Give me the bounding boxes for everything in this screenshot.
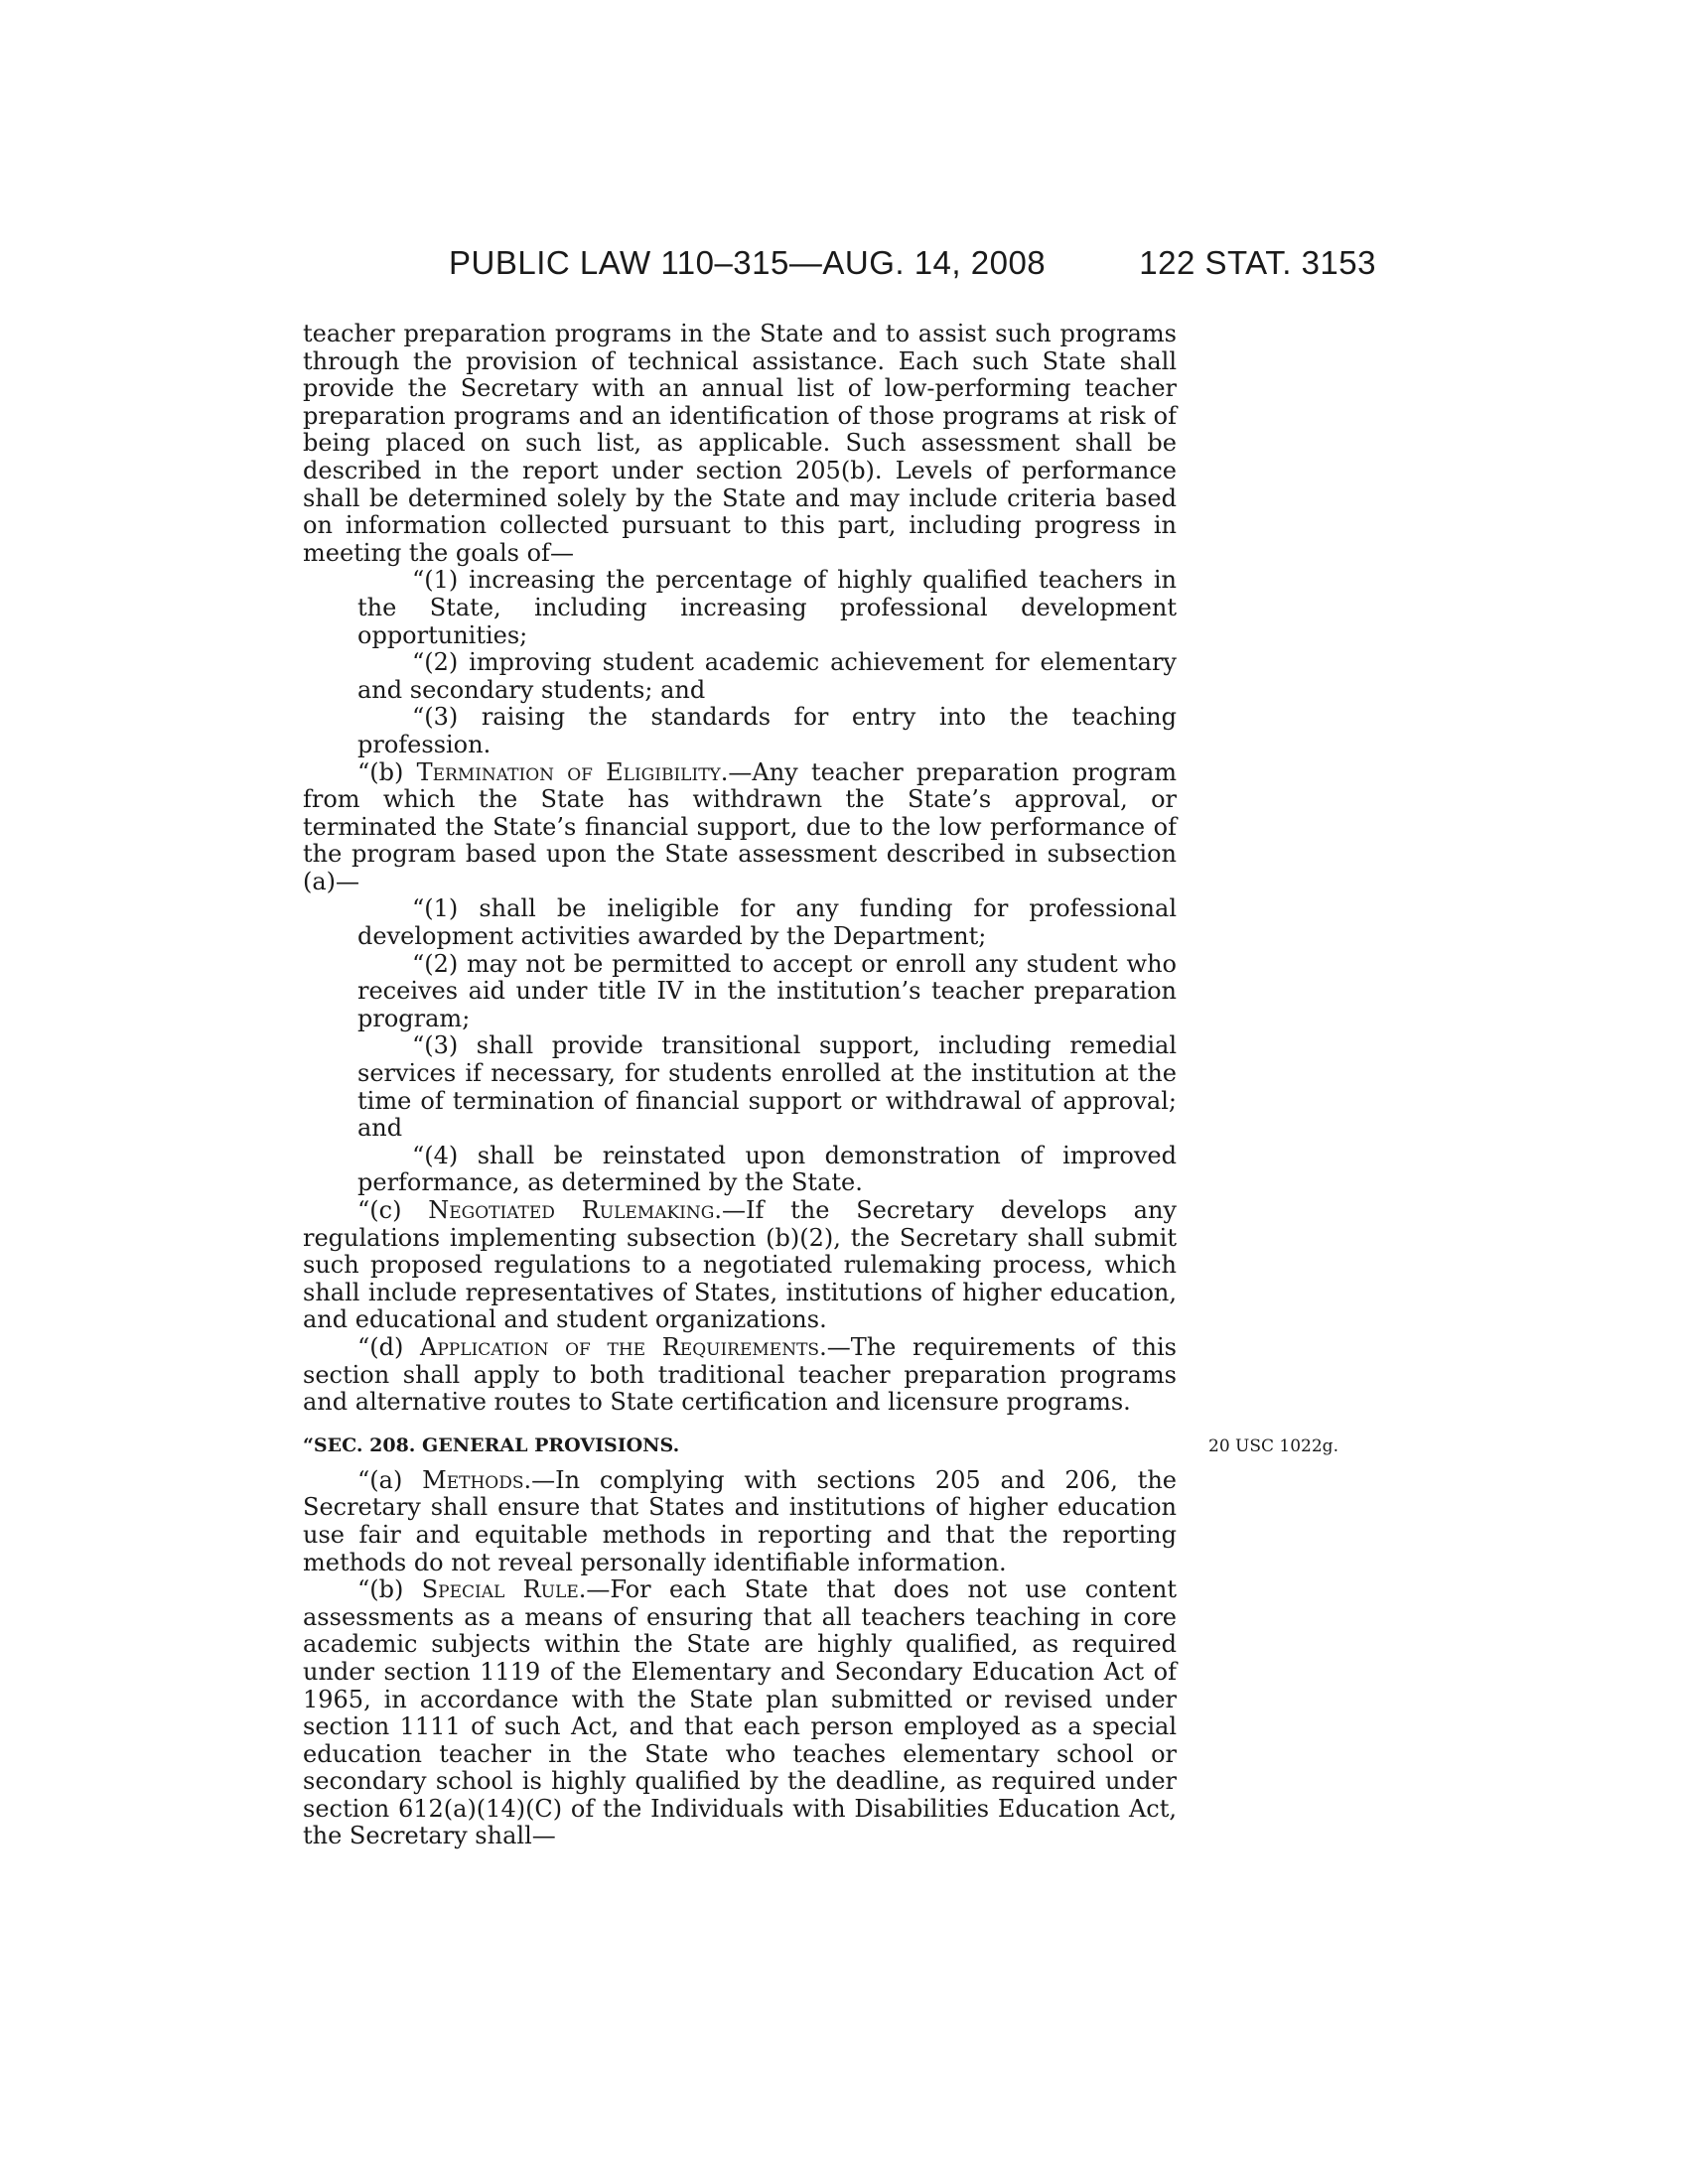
termination-item-1: “(1) shall be ineligible for any funding for professional development activities awarded by the Department; bbox=[357, 894, 1177, 951]
header-title: PUBLIC LAW 110–315—AUG. 14, 2008 bbox=[449, 244, 1047, 281]
subsection-c-lead: “(c) bbox=[357, 1196, 402, 1224]
subsection-b-text: .—Any teacher preparation program from which the State has withdrawn the State’s approval, or terminated the State’s financial support, due to the low performance of the program based upon the State assessment described in subsection (a)— bbox=[303, 757, 1178, 895]
subsection-c-text: .—If the Secretary develops any regulations implementing subsection (b)(2), the Secretary shall submit such proposed regulations to a negotiated rulemaking process, which shall include representatives of States, institutions of higher education, and educational and student organizations. bbox=[303, 1196, 1177, 1334]
sec208-b-heading: Special Rule bbox=[421, 1575, 579, 1604]
subsection-d bbox=[303, 1334, 1177, 1417]
goal-item-3: “(3) raising the standards for entry into the teaching profession. bbox=[357, 703, 1177, 758]
subsection-c bbox=[303, 1197, 1177, 1334]
subsection-c-heading: Negotiated Rulemaking bbox=[428, 1196, 715, 1224]
section-heading: “SEC. 208. GENERAL PROVISIONS. bbox=[303, 1433, 680, 1456]
section-208-subsection-b bbox=[303, 1576, 1177, 1850]
document-body bbox=[303, 320, 1338, 1850]
header-page-number: 122 STAT. 3153 bbox=[1139, 244, 1376, 281]
sec208-a-lead: “(a) bbox=[357, 1465, 403, 1494]
paragraph-continuation: teacher preparation programs in the State and to assist such programs through the provision of technical assistance. Each such State shall provide the Secretary with an annual list of low-performing teacher preparation programs and an identification of those programs at risk of being placed on such list, as applicable. Such assessment shall be described in the report under section 205(b). Levels of performance shall be determined solely by the State and may include criteria based on information collected pursuant to this part, including progress in meeting the goals of— bbox=[303, 320, 1177, 567]
subsection-b bbox=[303, 759, 1177, 896]
subsection-b-lead: “(b) bbox=[357, 757, 404, 786]
sec208-a-heading: Methods bbox=[422, 1465, 524, 1494]
subsection-b-heading: Termination of Eligibility bbox=[416, 757, 721, 786]
goal-item-2: “(2) improving student academic achievement for elementary and secondary students; and bbox=[357, 648, 1177, 704]
section-208-subsection-a bbox=[303, 1467, 1177, 1576]
subsection-d-lead: “(d) bbox=[357, 1332, 404, 1361]
page-header bbox=[449, 244, 1376, 286]
termination-item-3: “(3) shall provide transitional support, including remedial services if necessary, for students enrolled at the institution at the time of termination of financial support or withdrawal of approval; and bbox=[357, 1031, 1177, 1143]
termination-item-4: “(4) shall be reinstated upon demonstration of improved performance, as determined by the State. bbox=[357, 1141, 1177, 1197]
termination-item-2: “(2) may not be permitted to accept or enroll any student who receives aid under title IV in the institution’s teacher preparation program; bbox=[357, 949, 1177, 1032]
margin-citation: 20 USC 1022g. bbox=[1208, 1435, 1338, 1456]
sec208-b-lead: “(b) bbox=[357, 1575, 404, 1604]
subsection-d-heading: Application of the Requirements bbox=[420, 1332, 820, 1361]
sec208-b-text: .—For each State that does not use content assessments as a means of ensuring that all teachers teaching in core academic subjects within the State are highly qualified, as required under section 1119 of the Elementary and Secondary Education Act of 1965, in accordance with the State plan submitted or revised under section 1111 of such Act, and that each person employed as a special education teacher in the State who teaches elementary school or secondary school is highly qualified by the deadline, as required under section 612(a)(14)(C) of the Individuals with Disabilities Education Act, the Secretary shall— bbox=[303, 1575, 1177, 1850]
goal-item-1: “(1) increasing the percentage of highly qualified teachers in the State, including increasing professional development opportunities; bbox=[357, 566, 1177, 649]
subsection-d-text: .—The requirements of this section shall apply to both traditional teacher preparation programs and alternative routes to State certification and licensure programs. bbox=[303, 1332, 1177, 1417]
sec208-a-text: .—In complying with sections 205 and 206, the Secretary shall ensure that States and institutions of higher education use fair and equitable methods in reporting and that the reporting methods do not reveal personally identifiable information. bbox=[303, 1465, 1177, 1576]
section-208-header bbox=[303, 1433, 1338, 1457]
